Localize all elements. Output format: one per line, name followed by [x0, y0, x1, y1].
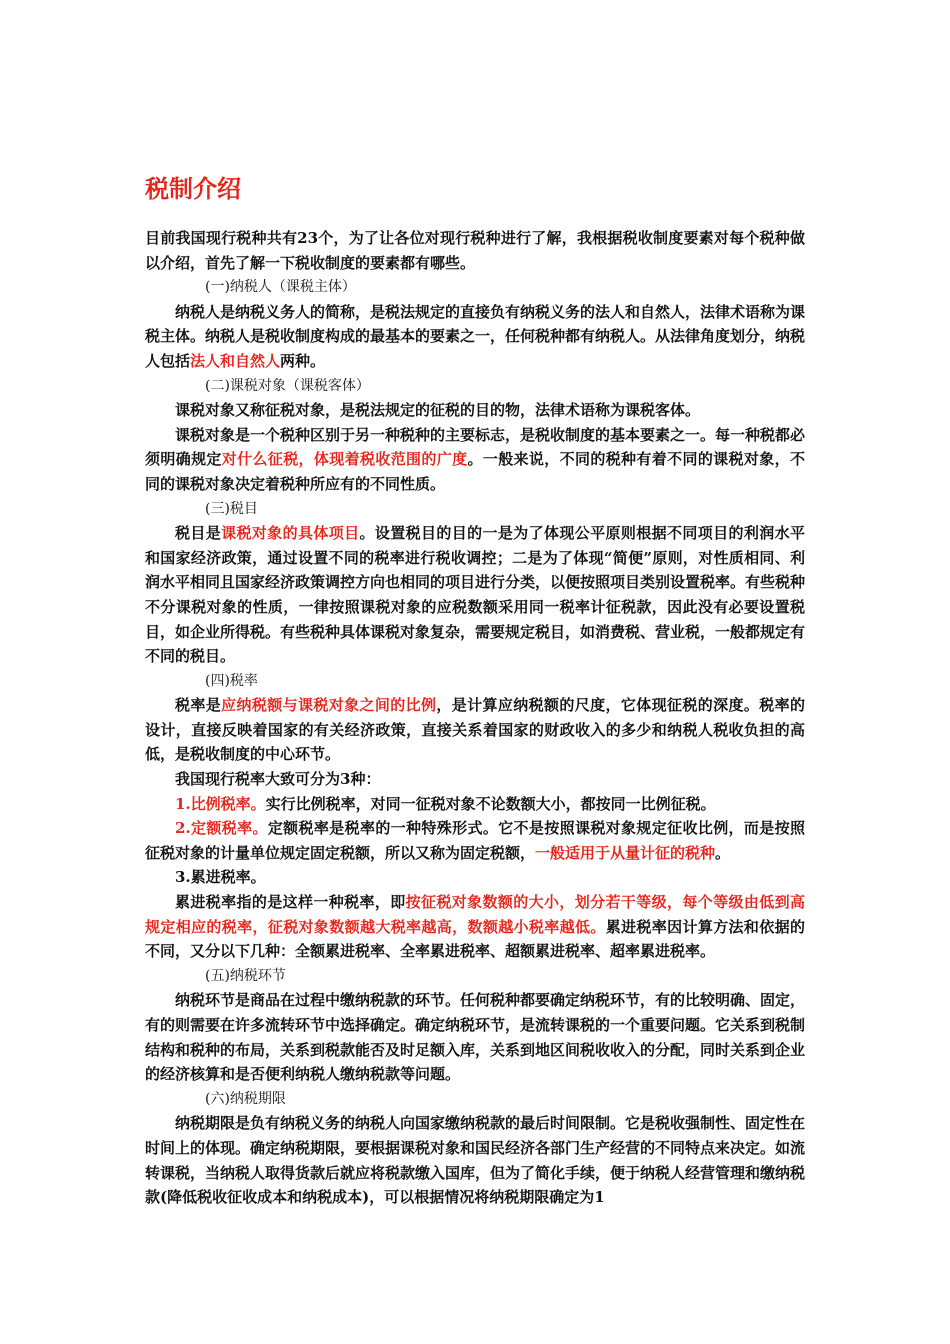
- text-run: 累进税率因计算方法和依据的不同，又分以下几种：全额累进税率、全率累进税率、超额累进税率、超率累进税率。: [145, 917, 805, 961]
- text-run: 。一般来说，不同的税种有着不同的课税对象，不同的课税对象决定着税种所应有的不同性质。: [145, 450, 805, 493]
- highlight-text: 1.比例税率。: [175, 794, 266, 813]
- text-run: 纳税人是纳税义务人的简称，是税法规定的直接负有纳税义务的法人和自然人，法律术语称为课税主体。纳税人是税收制度构成的最基本的要素之一，任何税种都有纳税人。从法律角度划分，纳税人包括: [145, 302, 806, 370]
- taxpayer-paragraph: [145, 300, 805, 374]
- document-body: [145, 172, 805, 1210]
- text-run: 。设置税目的目的一是为了体现公平原则根据不同项目的利润水平和国家经济政策，通过设置不同的税率进行税收调控；二是为了体现“简便”原则，对性质相同、利润水平相同且国家经济政策调控方向也相同的项目进行分类，以便按照项目类别设置税率。有些税种不分课税对象的性质，一律按照课税对象的应税数额采用同一税率计征税款，因此没有必要设置税目，如企业所得税。有些税种具体课税对象复杂，需要规定税目，如消费税、营业税，一般都规定有不同的税目。: [145, 524, 806, 666]
- tax-link-paragraph: 纳税环节是商品在过程中缴纳税款的环节。任何税种都要确定纳税环节，有的比较明确、固定，有的则需要在许多流转环节中选择确定。确定纳税环节，是流转课税的一个重要问题。它关系到税制结构和税种的布局，关系到税款能否及时足额入库，关系到地区间税收收入的分配，同时关系到企业的经济核算和是否便利纳税人缴纳税款等问题。: [145, 991, 806, 1084]
- text-run: ，是计算应纳税额的尺度，它体现征税的深度。税率的设计，直接反映着国家的有关经济政策，直接关系着国家的财政收入的多少和纳税人税收负担的高低，是税收制度的中心环节。: [145, 696, 805, 764]
- intro-paragraph: 目前我国现行税种共有23个，为了让各位对现行税种进行了解，我根据税收制度要素对每个税种做以介绍，首先了解一下税收制度的要素都有哪些。: [145, 229, 805, 272]
- progressive-rate-paragraph: [145, 890, 805, 964]
- text-run: 两种。: [280, 351, 326, 370]
- tax-rate-paragraph-1: [145, 693, 805, 767]
- text-run: 累进税率指的是这样一种税率，即: [175, 893, 406, 912]
- text-run: 定额税率是税率的一种特殊形式。它不是按照课税对象规定征收比例，而是按照征税对象的计量单位规定固定税额，所以又称为固定税额，: [145, 819, 805, 862]
- tax-rate-paragraph-2: 我国现行税率大致可分为3种：: [175, 770, 381, 789]
- text-run: 税率是: [175, 696, 222, 715]
- section-heading-tax-rate: (四)税率: [205, 672, 258, 689]
- highlight-text: 一般适用于从量计征的税种: [535, 843, 716, 862]
- highlight-text: 对什么征税，体现着税收范围的广度: [221, 450, 468, 469]
- text-run: 实行比例税率，对同一征税对象不论数额大小，都按同一比例征税。: [265, 794, 716, 813]
- rate-type-progressive: 3.累进税率。: [175, 868, 266, 887]
- section-heading-tax-period: (六)纳税期限: [205, 1090, 286, 1107]
- highlight-text: 2.定额税率。: [175, 819, 268, 838]
- text-run: 。: [715, 843, 731, 862]
- highlight-text: 法人和自然人: [190, 351, 281, 370]
- section-heading-taxpayer: (一)纳税人（课税主体）: [205, 279, 356, 296]
- tax-object-paragraph-2: [145, 423, 805, 497]
- page-title: 税制介绍: [145, 175, 241, 203]
- tax-period-paragraph: 纳税期限是负有纳税义务的纳税人向国家缴纳税款的最后时间限制。它是税收强制性、固定性在时间上的体现。确定纳税期限，要根据课税对象和国民经济各部门生产经营的不同特点来决定。如流转课税，当纳税人取得货款后就应将税款缴入国库，但为了简化手续，便于纳税人经营管理和缴纳税款(降低税收征收成本和纳税成本)，可以根据情况将纳税期限确定为1: [145, 1114, 806, 1207]
- section-heading-tax-link: (五)纳税环节: [205, 967, 286, 984]
- text-run: 税目是: [175, 524, 222, 543]
- highlight-text: 应纳税额与课税对象之间的比例: [221, 696, 437, 715]
- rate-type-fixed: [145, 816, 805, 865]
- highlight-text: 按征税对象数额的大小，划分若干等级，每个等级由低到高规定相应的税率，征税对象数额越大税率越高，数额越小税率越低。: [145, 893, 805, 936]
- tax-object-paragraph-1: 课税对象又称征税对象，是税法规定的征税的目的物，法律术语称为课税客体。: [175, 401, 701, 420]
- tax-item-paragraph: [145, 521, 805, 669]
- text-run: 课税对象是一个税种区别于另一种税种的主要标志，是税收制度的基本要素之一。每一种税都必须明确规定: [145, 425, 806, 469]
- highlight-text: 课税对象的具体项目: [221, 524, 360, 543]
- rate-type-proportional: [145, 792, 805, 817]
- section-heading-tax-object: (二)课税对象（课税客体）: [205, 377, 370, 394]
- section-heading-tax-item: (三)税目: [205, 500, 258, 517]
